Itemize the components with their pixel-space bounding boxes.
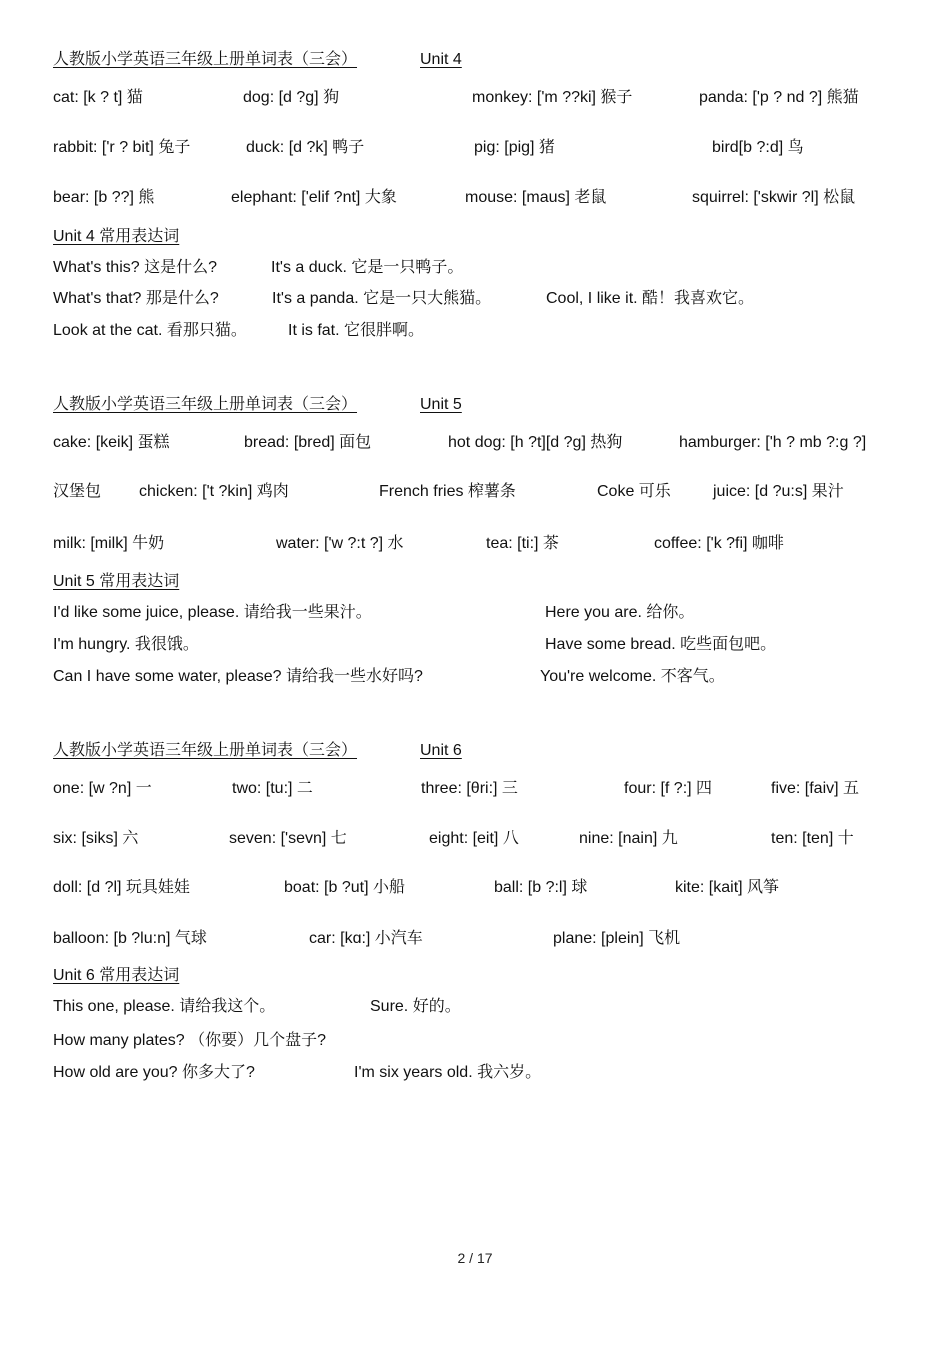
unit6-title: 人教版小学英语三年级上册单词表（三会） <box>53 742 358 759</box>
vocab-item: three: [θri:] 三 <box>421 780 518 797</box>
expression: I'd like some juice, please. 请给我一些果汁。 <box>53 604 372 621</box>
vocab-item: coffee: ['k ?fi] 咖啡 <box>654 535 784 552</box>
expression: What's this? 这是什么? <box>53 259 217 276</box>
expression: Have some bread. 吃些面包吧。 <box>545 636 777 653</box>
vocab-item: mouse: [maus] 老鼠 <box>465 189 607 206</box>
vocab-item: panda: ['p ? nd ?] 熊猫 <box>699 89 859 106</box>
vocab-item: ten: [ten] 十 <box>771 830 854 847</box>
vocab-item: plane: [plein] 飞机 <box>553 930 681 947</box>
unit5-expr-row-2 <box>0 633 950 657</box>
vocab-item: elephant: ['elif ?nt] 大象 <box>231 189 397 206</box>
expression: How old are you? 你多大了? <box>53 1064 255 1081</box>
unit4-vocab-row-2 <box>0 136 950 160</box>
expression: How many plates? （你要）几个盘子? <box>53 1032 326 1049</box>
unit5-vocab-row-3 <box>0 532 950 556</box>
vocab-item: two: [tu:] 二 <box>232 780 313 797</box>
expression: Here you are. 给你。 <box>545 604 695 621</box>
unit6-expr-row-2 <box>0 1029 950 1053</box>
vocab-item: balloon: [b ?lu:n] 气球 <box>53 930 207 947</box>
vocab-item: one: [w ?n] 一 <box>53 780 152 797</box>
unit4-vocab-row-3 <box>0 186 950 210</box>
expression: Can I have some water, please? 请给我一些水好吗? <box>53 668 423 685</box>
expr-title: Unit 4 常用表达词 <box>53 228 180 245</box>
unit6-vocab-row-2 <box>0 827 950 851</box>
expression: It's a panda. 它是一只大熊猫。 <box>272 290 492 307</box>
vocab-item: duck: [d ?k] 鸭子 <box>246 139 365 156</box>
vocab-item: ball: [b ?:l] 球 <box>494 879 588 896</box>
vocab-item: four: [f ?:] 四 <box>624 780 713 797</box>
expr-title: Unit 5 常用表达词 <box>53 573 180 590</box>
unit5-expr-row-1 <box>0 601 950 625</box>
vocab-item: water: ['w ?:t ?] 水 <box>276 535 404 552</box>
vocab-item: dog: [d ?g] 狗 <box>243 89 340 106</box>
vocab-item: tea: [ti:] 茶 <box>486 535 559 552</box>
unit4-heading <box>0 48 950 72</box>
vocab-item: juice: [d ?u:s] 果汁 <box>713 483 844 500</box>
unit4-expr-row-3 <box>0 319 950 343</box>
unit4-expr-row-2 <box>0 287 950 311</box>
unit4-expr-row-1 <box>0 256 950 280</box>
vocab-item: monkey: ['m ??ki] 猴子 <box>472 89 633 106</box>
expression: I'm hungry. 我很饿。 <box>53 636 199 653</box>
expression: It is fat. 它很胖啊。 <box>288 322 425 339</box>
vocab-item: five: [faiv] 五 <box>771 780 860 797</box>
expression: What's that? 那是什么? <box>53 290 219 307</box>
expression: It's a duck. 它是一只鸭子。 <box>271 259 464 276</box>
expr-title: Unit 6 常用表达词 <box>53 967 180 984</box>
expression: Look at the cat. 看那只猫。 <box>53 322 247 339</box>
unit4-label: Unit 4 <box>420 51 462 68</box>
unit5-title: 人教版小学英语三年级上册单词表（三会） <box>53 396 358 413</box>
unit4-vocab-row-1 <box>0 86 950 110</box>
unit5-vocab-row-1 <box>0 431 950 455</box>
unit6-expr-row-3 <box>0 1061 950 1085</box>
vocab-item: rabbit: ['r ? bit] 兔子 <box>53 139 191 156</box>
vocab-item: six: [siks] 六 <box>53 830 139 847</box>
vocab-item: doll: [d ?l] 玩具娃娃 <box>53 879 190 896</box>
vocab-item: cake: [keik] 蛋糕 <box>53 434 170 451</box>
vocab-item: bread: [bred] 面包 <box>244 434 372 451</box>
unit5-heading <box>0 393 950 417</box>
unit5-label: Unit 5 <box>420 396 462 413</box>
unit6-heading <box>0 739 950 763</box>
vocab-item: chicken: ['t ?kin] 鸡肉 <box>139 483 289 500</box>
expression: I'm six years old. 我六岁。 <box>354 1064 542 1081</box>
vocab-item: car: [kɑ:] 小汽车 <box>309 930 423 947</box>
vocab-item: pig: [pig] 猪 <box>474 139 555 156</box>
vocab-item: seven: ['sevn] 七 <box>229 830 347 847</box>
unit4-title: 人教版小学英语三年级上册单词表（三会） <box>53 51 358 68</box>
expression: Cool, I like it. 酷！我喜欢它。 <box>546 290 755 307</box>
vocab-item: hot dog: [h ?t][d ?g] 热狗 <box>448 434 623 451</box>
unit4-expr-title <box>0 225 950 249</box>
unit6-expr-title <box>0 964 950 988</box>
vocab-item: boat: [b ?ut] 小船 <box>284 879 405 896</box>
expression: This one, please. 请给我这个。 <box>53 998 276 1015</box>
vocab-item: French fries 榨薯条 <box>379 483 516 500</box>
vocab-item: 汉堡包 <box>53 483 102 500</box>
unit6-vocab-row-3 <box>0 876 950 900</box>
unit6-vocab-row-1 <box>0 777 950 801</box>
expression: Sure. 好的。 <box>370 998 461 1015</box>
vocab-item: hamburger: ['h ? mb ?:g ?] <box>679 434 867 451</box>
vocab-item: nine: [nain] 九 <box>579 830 678 847</box>
unit5-vocab-row-2 <box>0 480 950 504</box>
vocab-item: Coke 可乐 <box>597 483 671 500</box>
vocab-item: cat: [k ? t] 猫 <box>53 89 143 106</box>
vocab-item: milk: [milk] 牛奶 <box>53 535 165 552</box>
unit5-expr-title <box>0 570 950 594</box>
vocab-item: squirrel: ['skwir ?l] 松鼠 <box>692 189 856 206</box>
unit6-label: Unit 6 <box>420 742 462 759</box>
unit6-expr-row-1 <box>0 995 950 1019</box>
vocab-item: eight: [eit] 八 <box>429 830 519 847</box>
unit5-expr-row-3 <box>0 665 950 689</box>
vocab-item: bear: [b ??] 熊 <box>53 189 155 206</box>
unit6-vocab-row-4 <box>0 927 950 951</box>
expression: You're welcome. 不客气。 <box>540 668 725 685</box>
vocab-item: kite: [kait] 风筝 <box>675 879 780 896</box>
vocab-item: bird[b ?:d] 鸟 <box>712 139 804 156</box>
page-number: 2 / 17 <box>457 1250 493 1266</box>
